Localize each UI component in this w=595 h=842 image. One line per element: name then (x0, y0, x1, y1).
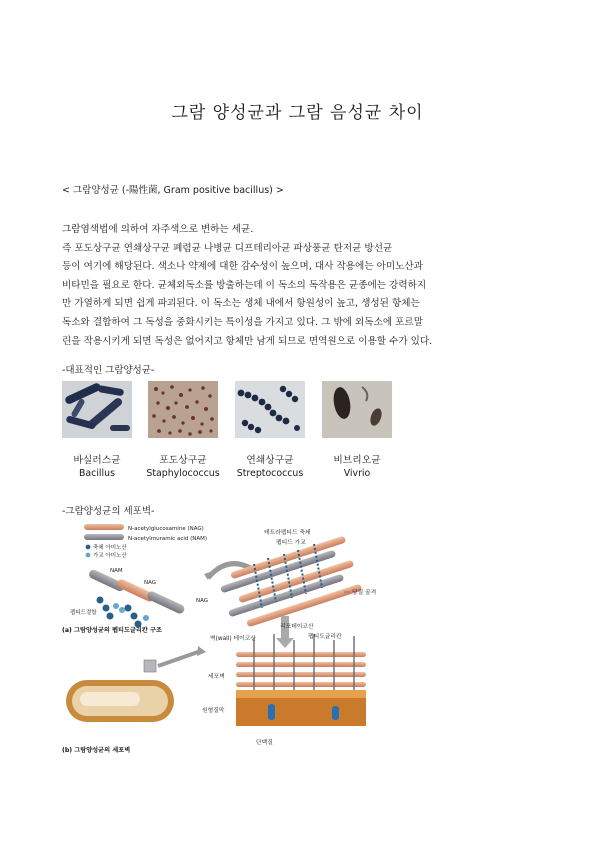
label-peptide-bond: 펩티드결합 (70, 610, 97, 616)
caption-a: (a) 그람양성균의 펩티도글리칸 구조 (62, 627, 162, 634)
bacteria-name-ko: 포도상구균 (159, 455, 207, 466)
caption-b: (b) 그람양성균의 세포벽 (62, 747, 131, 754)
bacillus-image (62, 381, 132, 438)
staphylococcus-image (148, 381, 218, 438)
bacteria-name-en: Streptococcus (236, 468, 304, 479)
label-peptidoglycan: 펩티도글리칸 (308, 634, 342, 640)
bacteria-name-ko: 비브리오균 (333, 455, 381, 466)
bacteria-name-en: Vivrio (343, 468, 371, 479)
paragraph-line: 그람염색법에 의하여 자주색으로 변하는 세균. (62, 224, 254, 235)
paragraph-line: 독소와 결합하여 그 독성을 중화시키는 특이성을 가지고 있다. 그 밖에 외독소에 포르말 (62, 316, 423, 328)
label-nag2: NAG (196, 598, 209, 604)
cell-wall-figure (58, 520, 398, 756)
cell-wall-heading: -그람양성균의 세포벽- (62, 506, 155, 517)
vibrio-image (322, 381, 392, 438)
paragraph-line: 비타민을 필요로 한다. 균체외독소를 방출하는데 이 독소의 독작용은 균종에는 강력하지 (62, 279, 427, 291)
label-peptide-bridge: 펩티드 가교 (276, 540, 306, 546)
legend-cross-aa: 가교 아미노산 (93, 553, 127, 559)
zoom-box (144, 660, 156, 672)
label-tetra: 테트라펩티드 축쇄 (264, 530, 311, 536)
label-nag: NAG (144, 580, 157, 586)
bacterium-cell (66, 680, 174, 722)
label-protein: 단백질 (256, 740, 273, 746)
label-wall-teichoic: 벽(wall) 테이코산 (210, 636, 256, 642)
peptidoglycan-lattice (220, 536, 362, 628)
legend-nag: N-acetylglucosamine (NAG) (128, 526, 204, 532)
bacteria-name-ko: 연쇄상구균 (246, 455, 294, 466)
streptococcus-image (235, 381, 305, 438)
bacteria-name-en: Bacillus (79, 468, 115, 479)
paragraph-line: 만 가열하게 되면 쉽게 파괴된다. 이 독소는 생체 내에서 항원성이 높고, 생성된 항체는 (62, 298, 420, 310)
nam-legend-swatch (84, 534, 124, 540)
label-lipoteichoic: 리포테이코산 (280, 624, 314, 630)
label-sugar-backbone: 당질 골격 (352, 590, 377, 596)
label-membrane: 원형질막 (202, 708, 225, 714)
nam-nag-chain (88, 568, 186, 627)
paragraph-line: 린을 작용시키게 되면 독성은 없어지고 항체만 남게 되므로 면역원으로 이용할 수가 있다. (62, 335, 433, 347)
section-heading: < 그람양성균 (-陽性菌, Gram positive bacillus) > (62, 185, 284, 196)
label-cell-wall: 세포벽 (208, 674, 225, 680)
nag-legend-swatch (84, 524, 124, 530)
cross-aa-swatch (86, 553, 91, 558)
paragraph-line: 등이 여기에 해당된다. 색소나 약제에 대한 감수성이 높으며, 대사 작용에는 아미노산과 (62, 261, 423, 273)
description-paragraph (62, 221, 537, 351)
bacteria-name-en: Staphylococcus (146, 468, 220, 479)
legend-nam: N-acetylmuramic acid (NAM) (128, 536, 208, 542)
bacteria-name-ko: 바실러스균 (73, 455, 121, 466)
page-title: 그람 양성균과 그람 음성균 차이 (171, 103, 424, 123)
legend-axis-aa: 축쇄 아미노산 (93, 545, 127, 551)
paragraph-line: 즉 포도상구균 연쇄상구균 폐렴균 나병균 디프테리아균 파상풍균 탄저균 방선균 (62, 242, 393, 254)
representative-heading: -대표적인 그람양성균- (62, 365, 155, 376)
axis-aa-swatch (86, 545, 91, 550)
label-nam: NAM (110, 568, 123, 574)
cell-wall-block (236, 634, 366, 726)
